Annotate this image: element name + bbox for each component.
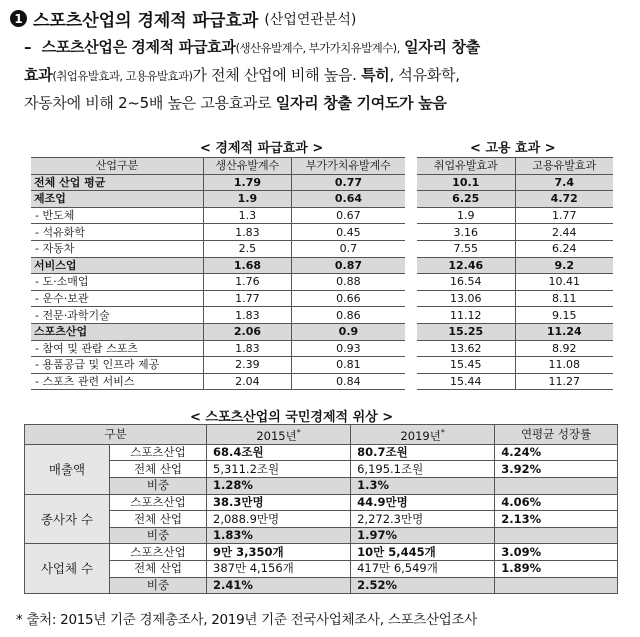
cell: 2.41% bbox=[207, 577, 351, 594]
employment-effect-table bbox=[417, 157, 613, 390]
cell: 3.92% bbox=[495, 461, 618, 478]
row-label: - 도·소매업 bbox=[31, 274, 204, 291]
table-row bbox=[25, 511, 618, 528]
table-header: 생산유발계수 bbox=[204, 158, 292, 175]
cell: 11.24 bbox=[515, 323, 613, 340]
cell: 8.11 bbox=[515, 290, 613, 307]
table-header: 고용유발효과 bbox=[515, 158, 613, 175]
national-economy-status-table bbox=[24, 424, 618, 594]
table-row bbox=[417, 207, 613, 224]
cell: 0.86 bbox=[291, 307, 405, 324]
row-label: - 전문·과학기술 bbox=[31, 307, 204, 324]
table-row bbox=[31, 174, 405, 191]
cell: 2.39 bbox=[204, 357, 292, 374]
para-part: (취업유발효과, 고용유발효과) bbox=[52, 69, 193, 83]
cell: 1.76 bbox=[204, 274, 292, 291]
cell: 7.4 bbox=[515, 174, 613, 191]
cell: 4.72 bbox=[515, 191, 613, 208]
para-part: 자동차에 비해 2~5배 높은 고용효과로 bbox=[24, 94, 272, 112]
table-header: 구분 bbox=[25, 425, 207, 445]
cell: 0.45 bbox=[291, 224, 405, 241]
para-part: , 석유화학, bbox=[389, 66, 460, 84]
table-header: 2015년* bbox=[207, 425, 351, 445]
row-label: 스포츠산업 bbox=[110, 444, 207, 461]
cell: 0.93 bbox=[291, 340, 405, 357]
cell: 13.62 bbox=[417, 340, 515, 357]
cell: 5,311.2조원 bbox=[207, 461, 351, 478]
section-heading bbox=[10, 6, 356, 31]
table-row bbox=[417, 257, 613, 274]
table-row bbox=[417, 174, 613, 191]
table-row bbox=[31, 307, 405, 324]
cell: 3.16 bbox=[417, 224, 515, 241]
row-label: 전체 산업 bbox=[110, 560, 207, 577]
cell: 3.09% bbox=[495, 544, 618, 561]
cell: 8.92 bbox=[515, 340, 613, 357]
cell: 12.46 bbox=[417, 257, 515, 274]
table-row bbox=[31, 323, 405, 340]
table-row bbox=[25, 560, 618, 577]
cell: 0.67 bbox=[291, 207, 405, 224]
cell bbox=[495, 577, 618, 594]
cell: 1.89% bbox=[495, 560, 618, 577]
cell: 1.3% bbox=[351, 478, 495, 495]
table-row bbox=[31, 224, 405, 241]
table-row bbox=[417, 340, 613, 357]
cell: 1.77 bbox=[204, 290, 292, 307]
cell: 1.97% bbox=[351, 527, 495, 544]
table-row bbox=[417, 307, 613, 324]
row-label: 전체 산업 평균 bbox=[31, 174, 204, 191]
cell: 0.88 bbox=[291, 274, 405, 291]
cell: 80.7조원 bbox=[351, 444, 495, 461]
cell: 38.3만명 bbox=[207, 494, 351, 511]
cell: 9.2 bbox=[515, 257, 613, 274]
table-row bbox=[417, 191, 613, 208]
table-row bbox=[31, 357, 405, 374]
table-row bbox=[31, 240, 405, 257]
table-header: 부가가치유발계수 bbox=[291, 158, 405, 175]
cell: 0.7 bbox=[291, 240, 405, 257]
group-label: 종사자 수 bbox=[25, 494, 110, 544]
table-row bbox=[31, 257, 405, 274]
row-label: - 운수·보관 bbox=[31, 290, 204, 307]
row-label: 스포츠산업 bbox=[31, 323, 204, 340]
table-row bbox=[417, 373, 613, 390]
cell: 387만 4,156개 bbox=[207, 560, 351, 577]
cell: 2.5 bbox=[204, 240, 292, 257]
row-label: - 참여 및 관람 스포츠 bbox=[31, 340, 204, 357]
cell: 1.9 bbox=[417, 207, 515, 224]
table-row bbox=[417, 357, 613, 374]
row-label: - 반도체 bbox=[31, 207, 204, 224]
row-label: 비중 bbox=[110, 577, 207, 594]
cell: 68.4조원 bbox=[207, 444, 351, 461]
table-row bbox=[25, 577, 618, 594]
table-header: 2019년* bbox=[351, 425, 495, 445]
cell: 0.87 bbox=[291, 257, 405, 274]
cell: 417만 6,549개 bbox=[351, 560, 495, 577]
cell: 10만 5,445개 bbox=[351, 544, 495, 561]
status-caption: < 스포츠산업의 국민경제적 위상 > bbox=[190, 410, 394, 425]
table-row bbox=[31, 274, 405, 291]
group-label: 사업체 수 bbox=[25, 544, 110, 594]
table-row bbox=[31, 207, 405, 224]
row-label: 비중 bbox=[110, 527, 207, 544]
cell: 13.06 bbox=[417, 290, 515, 307]
cell: 1.83 bbox=[204, 340, 292, 357]
cell: 2.13% bbox=[495, 511, 618, 528]
para-part: 일자리 창출 bbox=[404, 38, 480, 56]
cell: 9만 3,350개 bbox=[207, 544, 351, 561]
cell: 0.77 bbox=[291, 174, 405, 191]
cell bbox=[495, 527, 618, 544]
row-label: - 석유화학 bbox=[31, 224, 204, 241]
row-label: 제조업 bbox=[31, 191, 204, 208]
table-row bbox=[417, 290, 613, 307]
cell bbox=[495, 478, 618, 495]
row-label: - 자동차 bbox=[31, 240, 204, 257]
row-label: 서비스업 bbox=[31, 257, 204, 274]
cell: 1.79 bbox=[204, 174, 292, 191]
number-bullet: 1 bbox=[10, 10, 27, 27]
cell: 11.12 bbox=[417, 307, 515, 324]
section-subtitle: (산업연관분석) bbox=[264, 11, 357, 28]
cell: 10.1 bbox=[417, 174, 515, 191]
economic-effect-table bbox=[31, 157, 405, 390]
row-label: 스포츠산업 bbox=[110, 494, 207, 511]
cell: 2,272.3만명 bbox=[351, 511, 495, 528]
source-footnote: * 출처: 2015년 기준 경제총조사, 2019년 기준 전국사업체조사, 스포츠산업조사 bbox=[16, 612, 477, 628]
para-part: 특히 bbox=[361, 66, 390, 84]
cell: 2.04 bbox=[204, 373, 292, 390]
cell: 1.9 bbox=[204, 191, 292, 208]
summary-paragraph bbox=[24, 34, 630, 117]
economic-effect-caption: < 경제적 파급효과 > bbox=[200, 141, 324, 156]
table-row bbox=[25, 527, 618, 544]
cell: 11.27 bbox=[515, 373, 613, 390]
cell: 0.66 bbox=[291, 290, 405, 307]
cell: 2,088.9만명 bbox=[207, 511, 351, 528]
cell: 0.84 bbox=[291, 373, 405, 390]
table-row bbox=[31, 290, 405, 307]
para-part: 가 전체 산업에 비해 높음. bbox=[192, 66, 357, 84]
group-label: 매출액 bbox=[25, 444, 110, 494]
table-row bbox=[25, 494, 618, 511]
cell: 1.83% bbox=[207, 527, 351, 544]
dash-marker: – bbox=[24, 38, 32, 56]
cell: 15.25 bbox=[417, 323, 515, 340]
table-row bbox=[31, 373, 405, 390]
cell: 44.9만명 bbox=[351, 494, 495, 511]
cell: 1.3 bbox=[204, 207, 292, 224]
cell: 0.64 bbox=[291, 191, 405, 208]
cell: 1.83 bbox=[204, 307, 292, 324]
cell: 15.45 bbox=[417, 357, 515, 374]
row-label: 스포츠산업 bbox=[110, 544, 207, 561]
cell: 1.68 bbox=[204, 257, 292, 274]
cell: 1.77 bbox=[515, 207, 613, 224]
cell: 0.81 bbox=[291, 357, 405, 374]
table-row bbox=[25, 461, 618, 478]
table-row bbox=[25, 544, 618, 561]
cell: 16.54 bbox=[417, 274, 515, 291]
cell: 2.06 bbox=[204, 323, 292, 340]
cell: 7.55 bbox=[417, 240, 515, 257]
row-label: - 스포츠 관련 서비스 bbox=[31, 373, 204, 390]
cell: 4.24% bbox=[495, 444, 618, 461]
table-row bbox=[417, 274, 613, 291]
para-part: 일자리 창출 기여도가 높음 bbox=[275, 94, 447, 112]
row-label: 전체 산업 bbox=[110, 511, 207, 528]
section-title: 스포츠산업의 경제적 파급효과 bbox=[33, 11, 259, 31]
table-row bbox=[31, 340, 405, 357]
cell: 11.08 bbox=[515, 357, 613, 374]
cell: 6,195.1조원 bbox=[351, 461, 495, 478]
table-row bbox=[25, 444, 618, 461]
cell: 1.28% bbox=[207, 478, 351, 495]
employment-effect-caption: < 고용 효과 > bbox=[470, 141, 556, 156]
row-label: 비중 bbox=[110, 478, 207, 495]
cell: 6.25 bbox=[417, 191, 515, 208]
para-part: 스포츠산업은 bbox=[41, 38, 127, 56]
row-label: 전체 산업 bbox=[110, 461, 207, 478]
table-row bbox=[417, 224, 613, 241]
table-header: 취업유발효과 bbox=[417, 158, 515, 175]
cell: 15.44 bbox=[417, 373, 515, 390]
table-header: 연평균 성장률 bbox=[495, 425, 618, 445]
para-part: 효과 bbox=[24, 66, 53, 84]
table-header: 산업구분 bbox=[31, 158, 204, 175]
table-row bbox=[31, 191, 405, 208]
cell: 1.83 bbox=[204, 224, 292, 241]
table-row bbox=[25, 478, 618, 495]
cell: 9.15 bbox=[515, 307, 613, 324]
para-part: 경제적 파급효과 bbox=[131, 38, 236, 56]
cell: 2.44 bbox=[515, 224, 613, 241]
cell: 0.9 bbox=[291, 323, 405, 340]
cell: 10.41 bbox=[515, 274, 613, 291]
cell: 2.52% bbox=[351, 577, 495, 594]
cell: 6.24 bbox=[515, 240, 613, 257]
table-row bbox=[417, 323, 613, 340]
para-part: (생산유발계수, 부가가치유발계수), bbox=[235, 41, 400, 55]
cell: 4.06% bbox=[495, 494, 618, 511]
table-row bbox=[417, 240, 613, 257]
row-label: - 용품공급 및 인프라 제공 bbox=[31, 357, 204, 374]
